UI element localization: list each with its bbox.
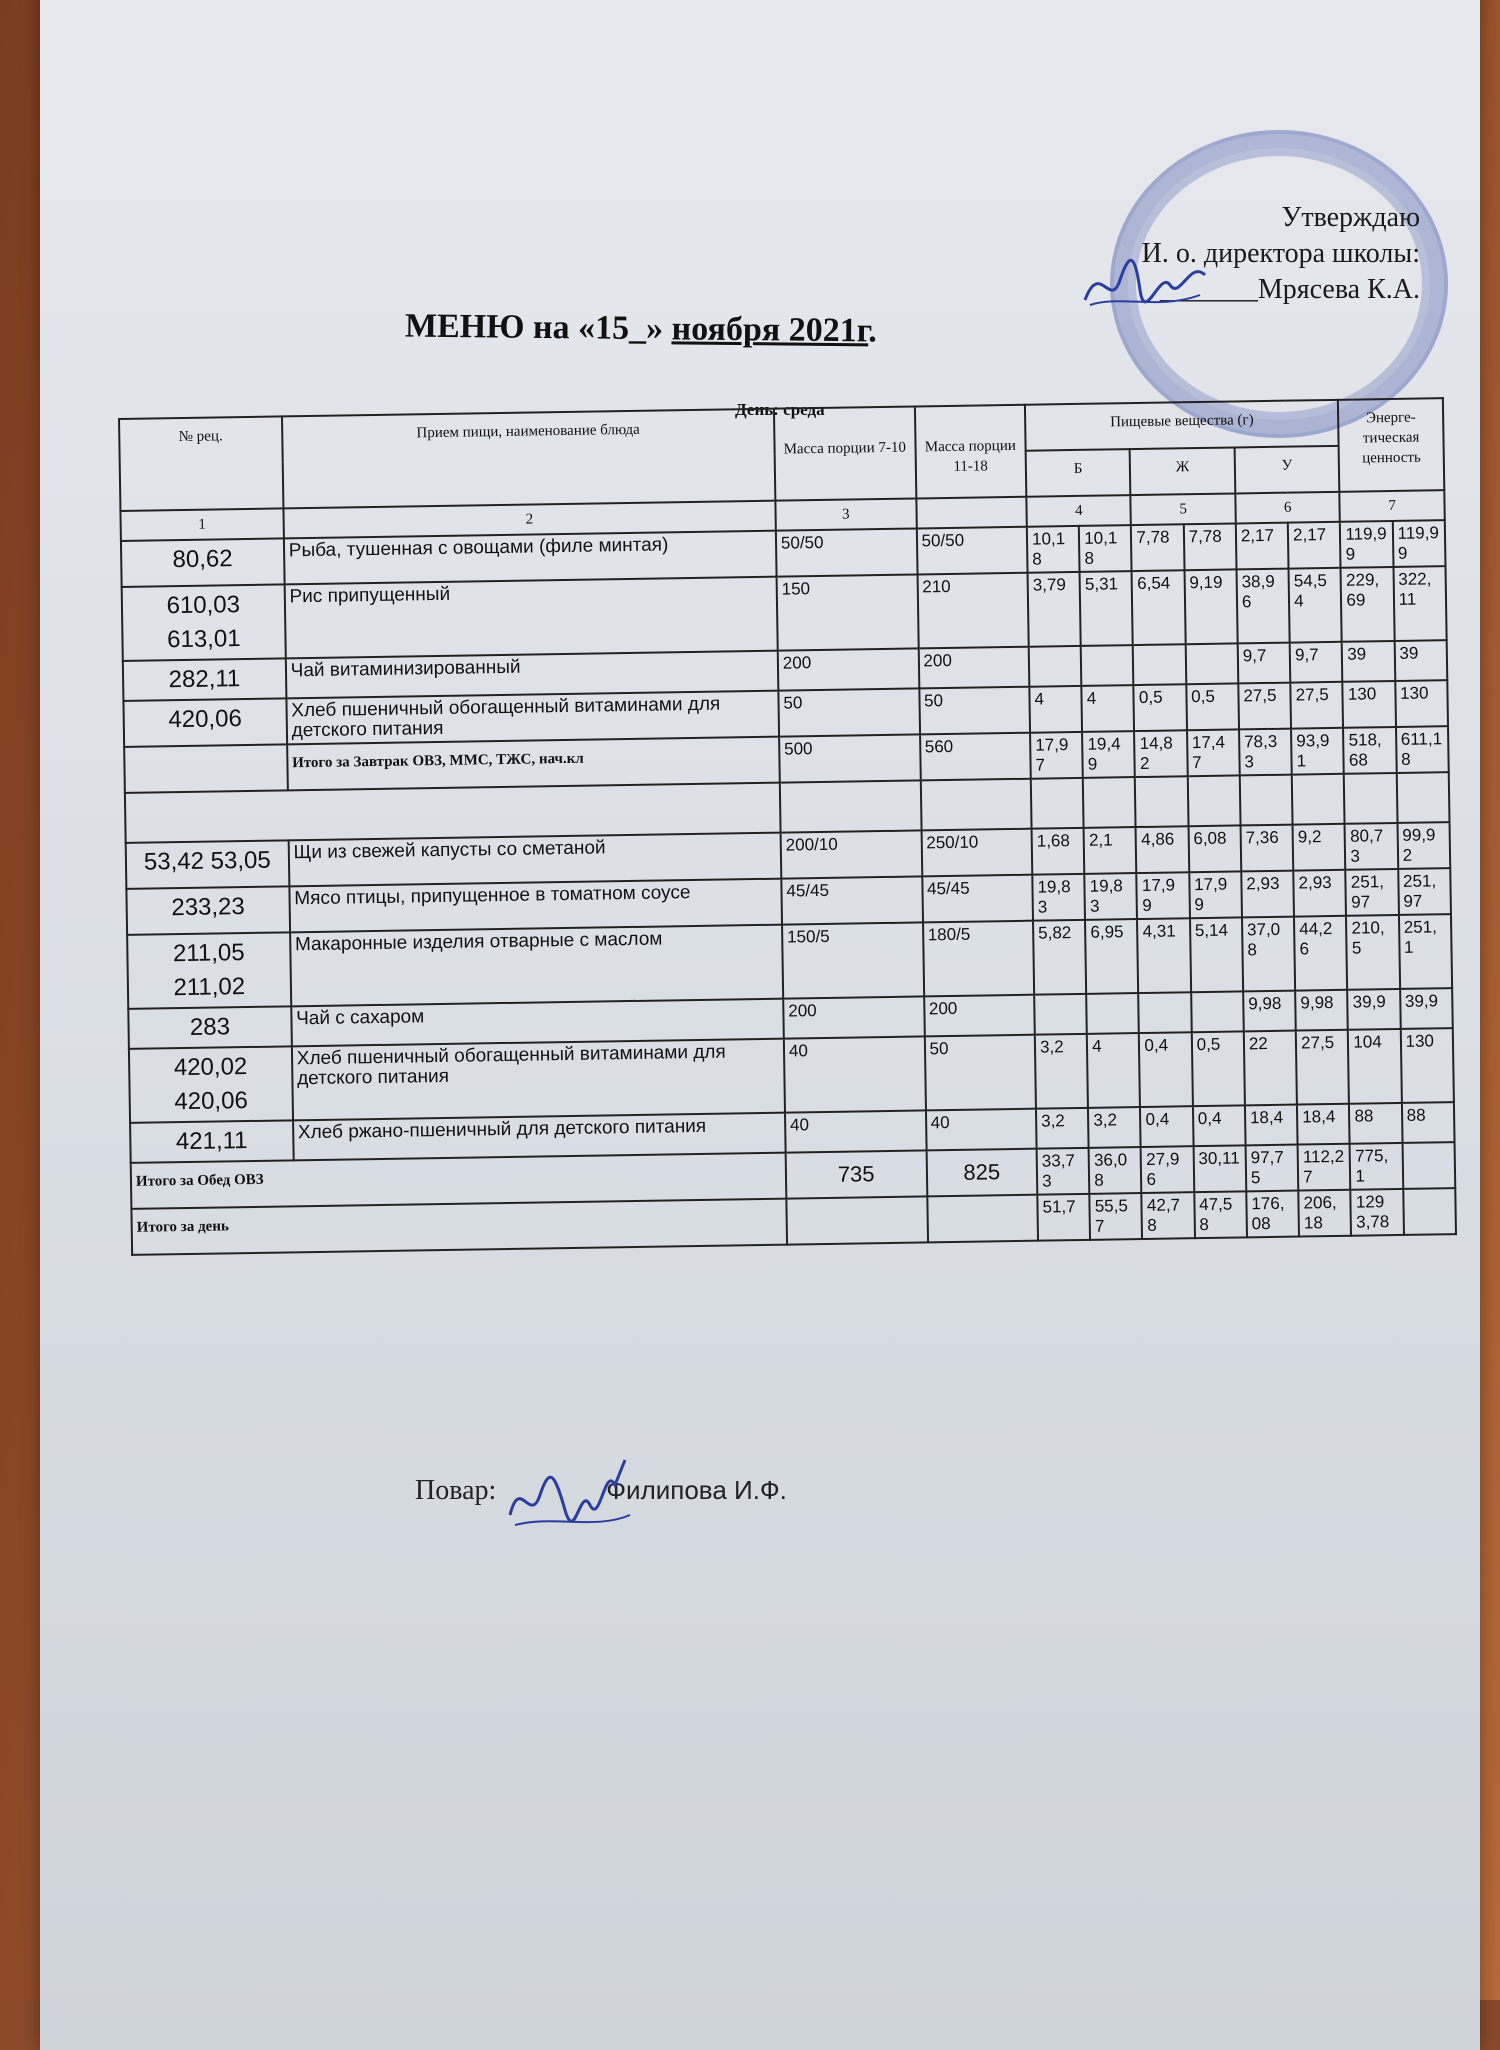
spacer-cell: [1240, 775, 1293, 826]
day-total-m1: [786, 1196, 927, 1244]
mass-7-10: 45/45: [781, 876, 922, 924]
nutrient-value: 6,08: [1188, 825, 1241, 872]
dish-name: Чай с сахаром: [291, 999, 784, 1047]
lunch-total-value: 36,08: [1089, 1147, 1142, 1194]
nutrient-value: 210,5: [1346, 915, 1399, 990]
recipe-code: 80,62: [121, 538, 284, 587]
mass-11-18: 200: [918, 647, 1029, 689]
nutrient-value: 19,83: [1085, 873, 1138, 920]
recipe-code: 211,05 211,02: [127, 932, 291, 1009]
mass-11-18: 45/45: [922, 875, 1033, 923]
colnum-empty: [916, 497, 1027, 529]
nutrient-value: 104: [1348, 1029, 1401, 1104]
dish-name: Хлеб пшеничный обогащенный витаминами для детского питания: [286, 691, 779, 745]
recipe-code: 282,11: [123, 658, 286, 701]
day-total-m2: [927, 1195, 1038, 1243]
menu-table: [118, 397, 1457, 1256]
nutrient-value: 3,79: [1028, 572, 1081, 647]
day-total-value: 1293,78: [1351, 1189, 1404, 1236]
nutrient-value: 119,99: [1392, 520, 1445, 567]
nutrient-value: 39,9: [1400, 988, 1453, 1029]
nutrient-value: 7,78: [1183, 523, 1236, 570]
mass-7-10: 200: [783, 996, 924, 1038]
nutrient-value: 27,5: [1290, 682, 1343, 729]
nutrient-value: 4: [1082, 685, 1135, 732]
nutrient-value: 2,93: [1293, 870, 1346, 917]
nutrient-value: 2,17: [1236, 523, 1289, 570]
mass-7-10: 40: [785, 1110, 926, 1152]
lunch-total-value: 775,1: [1350, 1143, 1403, 1190]
nutrient-value: 80,73: [1345, 823, 1398, 870]
recipe-code: 420,02 420,06: [129, 1046, 293, 1123]
header-mass-11-18: Масса порции 11-18: [914, 405, 1026, 499]
cook-name: Филипова И.Ф.: [606, 1475, 787, 1505]
day-total-label: Итого за день: [131, 1199, 787, 1255]
day-total-value: 42,78: [1142, 1192, 1195, 1239]
header-zh: Ж: [1130, 447, 1235, 495]
nutrient-value: 3,2: [1035, 1034, 1088, 1109]
nutrient-value: [1029, 646, 1082, 687]
nutrient-value: 10,18: [1027, 526, 1080, 573]
day-total-value: 206,18: [1298, 1190, 1351, 1237]
lunch-total-value: 30,11: [1193, 1145, 1246, 1192]
dish-name: Чай витаминизированный: [286, 651, 779, 699]
recipe-code: 420,06: [123, 698, 286, 747]
nutrient-value: 1,68: [1032, 828, 1085, 875]
header-energy: Энерге-тическая ценность: [1338, 398, 1444, 492]
nutrient-value: 39: [1342, 641, 1395, 682]
mass-11-18: 180/5: [923, 921, 1035, 997]
nutrient-value: 229,69: [1341, 567, 1394, 642]
nutrient-value: 0,5: [1134, 684, 1187, 731]
nutrient-value: 9,7: [1290, 642, 1343, 683]
director-signature: [1080, 250, 1210, 320]
breakfast-total-value: 14,82: [1134, 730, 1187, 777]
nutrient-value: 251,1: [1399, 914, 1453, 989]
nutrient-value: 9,98: [1295, 990, 1348, 1031]
lunch-total-value: 27,96: [1141, 1146, 1194, 1193]
nutrient-value: [1133, 644, 1186, 685]
breakfast-total-value: 19,49: [1082, 731, 1135, 778]
nutrient-value: 6,95: [1085, 919, 1138, 994]
dish-name: Мясо птицы, припущенное в томатном соусе: [289, 879, 782, 933]
title-month: ноября 2021г: [671, 310, 869, 350]
nutrient-value: [1034, 994, 1087, 1035]
nutrient-value: 5,14: [1190, 917, 1243, 992]
nutrient-value: 17,99: [1189, 871, 1242, 918]
spacer-cell: [1083, 777, 1136, 828]
recipe-code: 233,23: [126, 886, 289, 935]
cook-signature: [505, 1455, 635, 1545]
recipe-code: 283: [128, 1006, 291, 1049]
spacer-cell: [920, 779, 1031, 831]
breakfast-total-value: 17,97: [1030, 732, 1083, 779]
mass-11-18: 50: [919, 687, 1030, 735]
lunch-total-label: Итого за Обед ОВЗ: [131, 1153, 787, 1209]
nutrient-value: 27,5: [1238, 683, 1291, 730]
breakfast-total-m2: 560: [920, 733, 1031, 781]
nutrient-value: 22: [1244, 1031, 1297, 1106]
spacer-cell: [1187, 775, 1240, 826]
nutrient-value: 4,31: [1137, 918, 1190, 993]
spacer-cell: [780, 780, 921, 832]
nutrient-value: 88: [1402, 1102, 1455, 1143]
recipe-code: 53,42 53,05: [126, 840, 289, 889]
nutrient-value: 322,11: [1393, 566, 1447, 641]
nutrient-value: 44,26: [1294, 916, 1347, 991]
total-code-empty: [124, 744, 287, 793]
header-mass-7-10: Масса порции 7-10: [774, 406, 916, 500]
mass-7-10: 50: [778, 688, 919, 736]
dish-name: Рис припущенный: [284, 577, 777, 659]
title-dot: .: [868, 312, 878, 350]
spacer-cell: [1344, 773, 1397, 824]
mass-7-10: 200/10: [781, 830, 922, 878]
header-b: Б: [1026, 449, 1131, 497]
mass-7-10: 150/5: [782, 922, 924, 998]
nutrient-value: 9,19: [1184, 569, 1237, 644]
header-rec: № рец.: [119, 416, 283, 511]
nutrient-value: [1081, 645, 1134, 686]
nutrient-value: 0,4: [1140, 1106, 1193, 1147]
nutrient-value: 99,92: [1397, 822, 1450, 869]
day-total-value: 51,7: [1037, 1194, 1090, 1241]
colnum-6: 6: [1235, 492, 1340, 524]
breakfast-total-value: 93,91: [1291, 728, 1344, 775]
mass-7-10: 200: [778, 648, 919, 690]
lunch-total-value: [1402, 1142, 1455, 1189]
dish-name: Макаронные изделия отварные с маслом: [290, 925, 783, 1007]
nutrient-value: 10,18: [1079, 525, 1132, 572]
nutrient-value: 39,9: [1348, 989, 1401, 1030]
day-total-value: 55,57: [1090, 1193, 1143, 1240]
nutrient-value: 3,2: [1036, 1108, 1089, 1149]
nutrient-value: 18,4: [1245, 1105, 1298, 1146]
breakfast-total-m1: 500: [779, 734, 920, 782]
nutrient-value: 2,93: [1241, 871, 1294, 918]
day-label: День: среда: [735, 400, 825, 419]
nutrient-value: 6,54: [1132, 570, 1185, 645]
spacer-cell: [1135, 776, 1188, 827]
nutrient-value: 4: [1087, 1033, 1140, 1108]
colnum-1: 1: [120, 508, 283, 541]
nutrient-value: 4,86: [1136, 826, 1189, 873]
nutrient-value: 0,5: [1186, 683, 1239, 730]
nutrient-value: 19,83: [1032, 874, 1085, 921]
mass-11-18: 200: [924, 995, 1035, 1037]
nutrient-value: 5,82: [1033, 920, 1086, 995]
lunch-total-m2: 825: [926, 1149, 1037, 1197]
recipe-code: 421,11: [130, 1120, 293, 1163]
nutrient-value: [1185, 643, 1238, 684]
colnum-2: 2: [283, 501, 776, 539]
spacer-cell: [1031, 778, 1084, 829]
breakfast-total-value: 611,18: [1396, 726, 1449, 773]
lunch-total-value: 33,73: [1037, 1148, 1090, 1195]
mass-7-10: 50/50: [776, 528, 917, 576]
menu-table-wrapper: [118, 397, 1457, 1256]
dish-name: Хлеб пшеничный обогащенный витаминами для детского питания: [292, 1039, 785, 1121]
nutrient-value: 37,08: [1242, 917, 1295, 992]
day-total-value: 176,08: [1246, 1191, 1299, 1238]
nutrient-value: 9,98: [1243, 991, 1296, 1032]
dish-name: Хлеб ржано-пшеничный для детского питания: [293, 1113, 786, 1161]
nutrient-value: 38,96: [1236, 569, 1289, 644]
nutrient-value: 17,99: [1137, 872, 1190, 919]
breakfast-total-value: 17,47: [1187, 729, 1240, 776]
nutrient-value: 4: [1029, 686, 1082, 733]
nutrient-value: 2,17: [1288, 522, 1341, 569]
mass-7-10: 150: [776, 574, 918, 650]
dish-name: Рыба, тушенная с овощами (филе минтая): [284, 531, 777, 585]
nutrient-value: 2,1: [1084, 827, 1137, 874]
approval-line-3: _______Мрясева К.А.: [1159, 274, 1420, 305]
menu-title: [405, 308, 877, 351]
nutrient-value: 54,54: [1289, 568, 1342, 643]
nutrient-value: 7,36: [1240, 825, 1293, 872]
colnum-4: 4: [1026, 495, 1131, 527]
nutrient-value: 130: [1343, 681, 1396, 728]
header-nutrients: Пищевые вещества (г): [1025, 400, 1339, 451]
nutrient-value: 39: [1394, 640, 1447, 681]
mass-11-18: 250/10: [921, 829, 1032, 877]
nutrient-value: 7,78: [1131, 524, 1184, 571]
cook-label: Повар:: [415, 1475, 497, 1506]
nutrient-value: 0,4: [1139, 1032, 1192, 1107]
nutrient-value: 130: [1400, 1028, 1454, 1103]
mass-11-18: 50/50: [916, 527, 1027, 575]
header-dish: Прием пищи, наименование блюда: [282, 409, 776, 509]
nutrient-value: 88: [1349, 1103, 1402, 1144]
nutrient-value: 119,99: [1340, 521, 1393, 568]
nutrient-value: 18,4: [1297, 1104, 1350, 1145]
day-total-value: 47,58: [1194, 1191, 1247, 1238]
recipe-code: 610,03 613,01: [122, 584, 286, 661]
nutrient-value: [1191, 991, 1244, 1032]
day-total-value: [1403, 1188, 1456, 1235]
colnum-7: 7: [1340, 490, 1445, 522]
lunch-total-m1: 735: [786, 1150, 927, 1198]
dish-name: Щи из свежей капусты со сметаной: [288, 833, 781, 887]
nutrient-value: [1139, 992, 1192, 1033]
spacer-cell: [1396, 772, 1449, 823]
approval-line-2: И. о. директора школы:: [1141, 238, 1420, 269]
lunch-total-value: 112,27: [1298, 1144, 1351, 1191]
nutrient-value: 130: [1395, 680, 1448, 727]
nutrient-value: 3,2: [1088, 1107, 1141, 1148]
nutrient-value: 0,4: [1193, 1105, 1246, 1146]
title-prefix: МЕНЮ на «15_»: [404, 307, 672, 348]
colnum-3: 3: [775, 498, 916, 530]
nutrient-value: [1086, 993, 1139, 1034]
breakfast-total-value: 518,68: [1343, 727, 1396, 774]
header-u: У: [1234, 446, 1339, 494]
mass-11-18: 40: [926, 1109, 1037, 1151]
mass-7-10: 40: [784, 1036, 926, 1112]
mass-11-18: 50: [924, 1035, 1036, 1111]
nutrient-value: 251,97: [1398, 868, 1451, 915]
approval-line-1: Утверждаю: [1281, 202, 1420, 233]
spacer-cell: [1292, 774, 1345, 825]
nutrient-value: 251,97: [1346, 869, 1399, 916]
nutrient-value: 5,31: [1080, 571, 1133, 646]
lunch-total-value: 97,75: [1245, 1145, 1298, 1192]
nutrient-value: 27,5: [1296, 1030, 1349, 1105]
breakfast-total-value: 78,33: [1239, 729, 1292, 776]
nutrient-value: 0,5: [1191, 1031, 1244, 1106]
breakfast-total-label: Итого за Завтрак ОВЗ, ММС, ТЖС, нач.кл: [287, 737, 780, 791]
mass-11-18: 210: [917, 573, 1029, 649]
nutrient-value: 9,2: [1293, 824, 1346, 871]
nutrient-value: 9,7: [1238, 643, 1291, 684]
colnum-5: 5: [1131, 493, 1236, 525]
